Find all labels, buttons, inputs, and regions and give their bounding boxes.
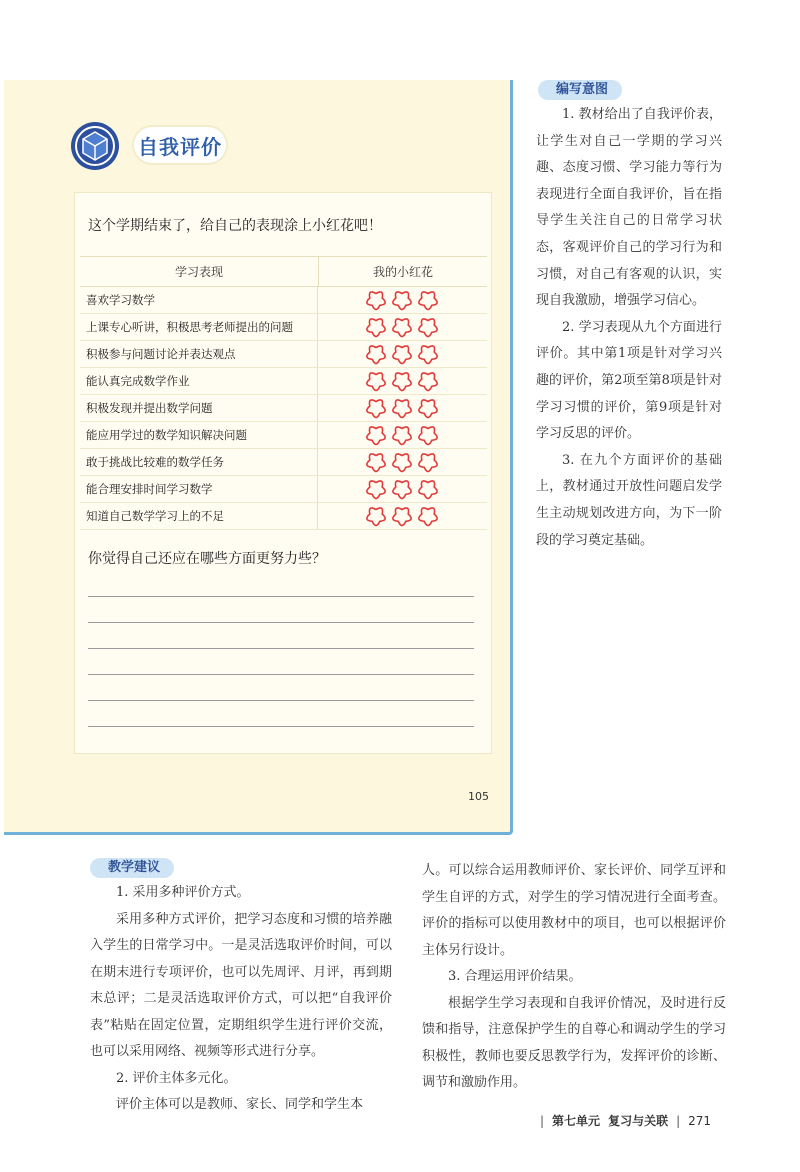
writing-line[interactable] <box>88 700 474 701</box>
red-flower-icon[interactable] <box>391 505 413 527</box>
writing-line[interactable] <box>88 596 474 597</box>
teaching-paragraph: 3. 合理运用评价结果。 <box>448 969 582 984</box>
performance-label: 能应用学过的数学知识解决问题 <box>80 422 318 448</box>
performance-label: 能合理安排时间学习数学 <box>80 476 318 502</box>
textbook-page-number: 105 <box>468 790 489 803</box>
performance-label: 积极发现并提出数学问题 <box>80 395 318 421</box>
flower-cell <box>318 341 486 367</box>
red-flower-icon[interactable] <box>365 397 387 419</box>
red-flower-icon[interactable] <box>365 316 387 338</box>
table-row <box>80 476 487 503</box>
red-flower-icon[interactable] <box>391 370 413 392</box>
evaluation-table <box>80 256 487 530</box>
red-flower-icon[interactable] <box>365 451 387 473</box>
reflection-question: 你觉得自己还应在哪些方面更努力些？ <box>88 551 326 567</box>
red-flower-icon[interactable] <box>391 478 413 500</box>
writing-line[interactable] <box>88 648 474 649</box>
performance-label: 喜欢学习数学 <box>80 287 318 313</box>
table-body <box>80 287 487 530</box>
table-row <box>80 449 487 476</box>
red-flower-icon[interactable] <box>365 505 387 527</box>
table-row <box>80 287 487 314</box>
header-performance: 学习表现 <box>80 257 319 286</box>
table-row <box>80 368 487 395</box>
flower-cell <box>318 287 486 313</box>
teaching-paragraph: 采用多种方式评价，把学习态度和习惯的培养融入学生的日常学习中。一是灵活选取评价时间，可以在期末进行专项评价，也可以先周评、月评，再到期末总评；二是灵活选取评价方式，可以把“自我评价表”粘贴在固定位置，定期组织学生进行评价交流，也可以采用网络、视频等形式进行分享。 <box>90 911 392 1059</box>
design-intent-text <box>536 102 722 554</box>
teaching-right-column <box>422 858 726 1097</box>
table-row <box>80 422 487 449</box>
writing-line[interactable] <box>88 674 474 675</box>
teaching-suggestion-tag: 教学建议 <box>90 858 174 878</box>
section-title: 自我评价 <box>132 125 228 165</box>
teaching-paragraph: 根据学生学习表现和自我评价情况，及时进行反馈和指导，注意保护学生的自尊心和调动学生的学习积极性，教师也要反思教学行为，发挥评价的诊断、调节和激励作用。 <box>422 995 726 1090</box>
intent-paragraph: 1. 教材给出了自我评价表，让学生对自己一学期的学习兴趣、态度习惯、学习能力等行为表现进行全面自我评价，旨在指导学生关注自己的日常学习状态，客观评价自己的学习行为和习惯，对自己有客观的认识，实现自我激励，增强学习信心。 <box>536 107 722 309</box>
red-flower-icon[interactable] <box>391 424 413 446</box>
red-flower-icon[interactable] <box>417 478 439 500</box>
flower-cell <box>318 314 486 340</box>
flower-cell <box>318 422 486 448</box>
red-flower-icon[interactable] <box>365 343 387 365</box>
red-flower-icon[interactable] <box>391 343 413 365</box>
card-prompt: 这个学期结束了，给自己的表现涂上小红花吧！ <box>88 218 382 234</box>
red-flower-icon[interactable] <box>391 397 413 419</box>
writing-line[interactable] <box>88 726 474 727</box>
red-flower-icon[interactable] <box>391 289 413 311</box>
footer-page-number: 271 <box>688 1113 712 1128</box>
teaching-paragraph: 2. 评价主体多元化。 <box>116 1070 237 1086</box>
red-flower-icon[interactable] <box>417 316 439 338</box>
performance-label: 敢于挑战比较难的数学任务 <box>80 449 318 475</box>
table-header <box>80 256 487 287</box>
teaching-paragraph: 评价主体可以是教师、家长、同学和学生本 <box>116 1097 364 1112</box>
performance-label: 上课专心听讲，积极思考老师提出的问题 <box>80 314 318 340</box>
red-flower-icon[interactable] <box>417 370 439 392</box>
flower-cell <box>318 368 486 394</box>
performance-label: 积极参与问题讨论并表达观点 <box>80 341 318 367</box>
table-row <box>80 341 487 368</box>
red-flower-icon[interactable] <box>417 289 439 311</box>
red-flower-icon[interactable] <box>365 370 387 392</box>
performance-label: 能认真完成数学作业 <box>80 368 318 394</box>
red-flower-icon[interactable] <box>417 451 439 473</box>
flower-cell <box>318 395 486 421</box>
page-footer: | 第七单元 复习与关联 | 271 <box>540 1113 712 1128</box>
red-flower-icon[interactable] <box>391 451 413 473</box>
red-flower-icon[interactable] <box>417 424 439 446</box>
writing-line[interactable] <box>88 622 474 623</box>
flower-cell <box>318 476 486 502</box>
red-flower-icon[interactable] <box>365 424 387 446</box>
red-flower-icon[interactable] <box>417 505 439 527</box>
table-row <box>80 503 487 530</box>
table-row <box>80 395 487 422</box>
teaching-paragraph: 人。可以综合运用教师评价、家长评价、同学互评和学生自评的方式，对学生的学习情况进行全面考查。评价的指标可以使用教材中的项目，也可以根据评价主体另行设计。 <box>422 863 726 958</box>
red-flower-icon[interactable] <box>365 478 387 500</box>
intent-paragraph: 3. 在九个方面评价的基础上，教材通过开放性问题启发学生主动规划改进方向，为下一阶段的学习奠定基础。 <box>536 452 722 548</box>
teaching-left-column <box>90 880 392 1119</box>
red-flower-icon[interactable] <box>417 397 439 419</box>
footer-unit: 第七单元 <box>552 1114 601 1128</box>
header-flowers: 我的小红花 <box>372 265 433 279</box>
red-flower-icon[interactable] <box>391 316 413 338</box>
footer-title: 复习与关联 <box>608 1114 669 1128</box>
table-row <box>80 314 487 341</box>
red-flower-icon[interactable] <box>417 343 439 365</box>
performance-label: 知道自己数学学习上的不足 <box>80 503 318 529</box>
cube-section-icon <box>70 121 120 171</box>
flower-cell <box>318 449 486 475</box>
red-flower-icon[interactable] <box>365 289 387 311</box>
design-intent-tag: 编写意图 <box>538 80 622 100</box>
intent-paragraph: 2. 学习表现从九个方面进行评价。其中第1项是针对学习兴趣的评价，第2项至第8项是针对学习习惯的评价，第9项是针对学习反思的评价。 <box>536 319 722 442</box>
flower-cell <box>318 503 486 529</box>
teaching-paragraph: 1. 采用多种评价方式。 <box>116 885 250 900</box>
